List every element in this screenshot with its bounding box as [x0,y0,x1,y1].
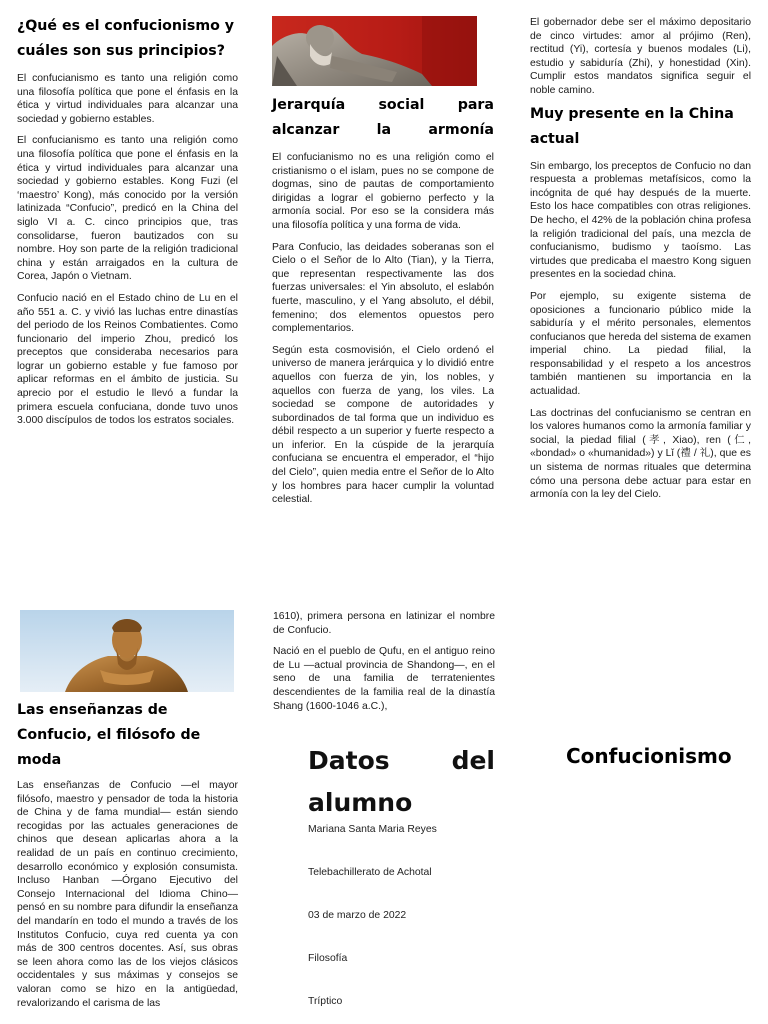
paragraph: El confucianismo es tanto una religión como una filosofía política que pone el énfasis en la ética y virtud individuales para alcanzar una sociedad y gobierno estables. Kong Fuzi (el ‘maestro’ Kong), más conocido por la versión latinizada “Confucio”, predicó en la China del siglo VI a. C. cinco principios que, tras consolidarse, fueron bautizados con su nombre. Hoy son parte de la religión tradicional china y están arraigados en la cultura de Corea, Japón o Vietnam. [17,135,238,283]
paragraph: Las doctrinas del confucianismo se centran en los valores humanos como la armonía familiar y social, la piedad filial (孝, Xiao), ren (仁, «bondad» o «humanidad») y Lǐ (禮 / 礼), que es un sistema de normas rituales que determina cómo una persona debe actuar para estar en armonía con la ley del Cielo. [530,407,751,501]
school-name: Telebachillerato de Achotal [308,867,432,878]
heading-ensenanzas: Las enseñanzas de Confucio, el filósofo de moda [17,702,201,768]
document-type: Tríptico [308,996,343,1007]
paragraph: Para Confucio, las deidades soberanas son el Cielo o el Señor de lo Alto (Tian), y la Tierra, que representan respectivamente las dos fuerzas universales: el Yin absoluto, el eslabón fuerte, masculino, y el Yang absoluto, el débil, femenino; dos elementos opuestos pero complementarios. [272,241,494,335]
heading-muy-presente: Muy presente en la China actual [530,105,734,147]
paragraph: El confucianismo no es una religión como el cristianismo o el islam, pues no se compone de dogmas, sino de pautas de comportamiento dirigidas a lograr el gobierno perfecto y la armonía social. Por eso se la considera más una filosofía política y una forma de vida. [272,152,494,231]
student-name: Mariana Santa Maria Reyes [308,824,437,835]
heading-que-es: ¿Qué es el confucionismo y cuáles son sus principios? [17,18,235,59]
statue-sky-photo [20,610,234,692]
paragraph: Por ejemplo, su exigente sistema de oposiciones a funcionario público mide la sabiduría y el mérito personales, elementos confucianos que hereda del sistema de examen imperial chino. La piedad filial, la responsabilidad y el respeto a los ancestros también mantienen su importancia en la actualidad. [530,290,751,398]
paragraph: Confucio nació en el Estado chino de Lu en el año 551 a. C. y vivió las luchas entre dinastías del periodo de los Reinos Combatientes. Como funcionario del imperio Zhou, predicó los preceptos que consideraba necesarios para lograr un gobierno estable y fue famoso por aplicar reformas en el ámbito de justicia. Su aprecio por el estudio le llevó a fundar la primera escuela confuciana, donde tuvo unos 3.000 discípulos de todos los estratos sociales. [17,292,238,427]
cover-panel [566,744,756,768]
date: 03 de marzo de 2022 [308,910,407,921]
statue-red-photo [272,16,477,86]
paragraph: Según esta cosmovisión, el Cielo ordenó el universo de manera jerárquica y lo dividió entre aquellos con fuerza de yin, los nobles, y aquellos con fuerza de yang, los viles. La sociedad se compone de autoridades y subordinados de tal forma que un individuo es débil respecto a un superior y fuerte respecto a un inferior. En la cúspide de la jerarquía confuciana se encuentra el emperador, el “hijo del Cielo”, quien media entre el Señor de lo Alto y los hombres para hacer cumplir la voluntad celestial. [272,344,494,506]
student-data-title: Datos del alumno [308,746,495,817]
cover-title: Confucionismo [566,744,732,768]
paragraph: El confucianismo es tanto una religión como una filosofía política que pone el énfasis en la ética y virtud individuales para alcanzar una sociedad y gobierno estables. [17,73,238,125]
paragraph: 1610), primera persona en latinizar el nombre de Confucio. [273,611,495,636]
column-2 [272,93,494,515]
column-3 [530,16,751,510]
column-1 [17,14,238,436]
subject: Filosofía [308,953,348,964]
paragraph: Sin embargo, los preceptos de Confucio no dan respuesta a problemas metafísicos, como la incógnita de qué hay después de la muerte. Esto los hace compatibles con otras religiones. De hecho, el 42% de la población china profesa la religión tradicional del país, una mezcla de confucianismo, budismo y taoísmo. Las virtudes que predicaba el maestro Kong siguen presentes en la sociedad china. [530,160,751,281]
heading-jerarquia: Jerarquía social para alcanzar la armonía [272,97,494,138]
paragraph: Las enseñanzas de Confucio —el mayor filósofo, maestro y pensador de toda la historia de China y de fama mundial— están siendo recogidas por las actuales generaciones de chinos que desean aplicarlas ahora a la realidad de un país en continuo crecimiento, desarrollo económico y explosión consumista. Incluso Hanban —Órgano Ejecutivo del Consejo Internacional del Idioma Chino— pensó en su nombre para difundir la enseñanza del mandarín en todo el mundo a través de los Institutos Confucio, cuya red cuenta ya con más de 300 centros docentes. Así, sus obras se leen ahora como las de los viejos clásicos occidentales y sus máximas y consejos se valoran como se hizo en la antigüedad, revalorizando el carisma de las [17,780,238,1009]
bottom-column-1 [17,698,238,1018]
paragraph: Nació en el pueblo de Qufu, en el antiguo reino de Lu —actual provincia de Shandong—, en el seno de una familia de terratenientes descendientes de la familia real de la dinastía Shang (1600-1046 a.C.), [273,646,495,712]
student-data-block [308,740,495,1024]
paragraph: El gobernador debe ser el máximo depositario de cinco virtudes: amor al prójimo (Ren), rectitud (Yi), cortesía y buenos modales (Li), estudio y sabiduría (Zhi), y honestidad (Xin). Cumplir estos mandatos significa seguir el noble camino. [530,17,751,96]
confucius-statue-red-image [272,16,477,86]
confucius-statue-sky-image [20,610,234,692]
bottom-column-2 [273,610,495,721]
